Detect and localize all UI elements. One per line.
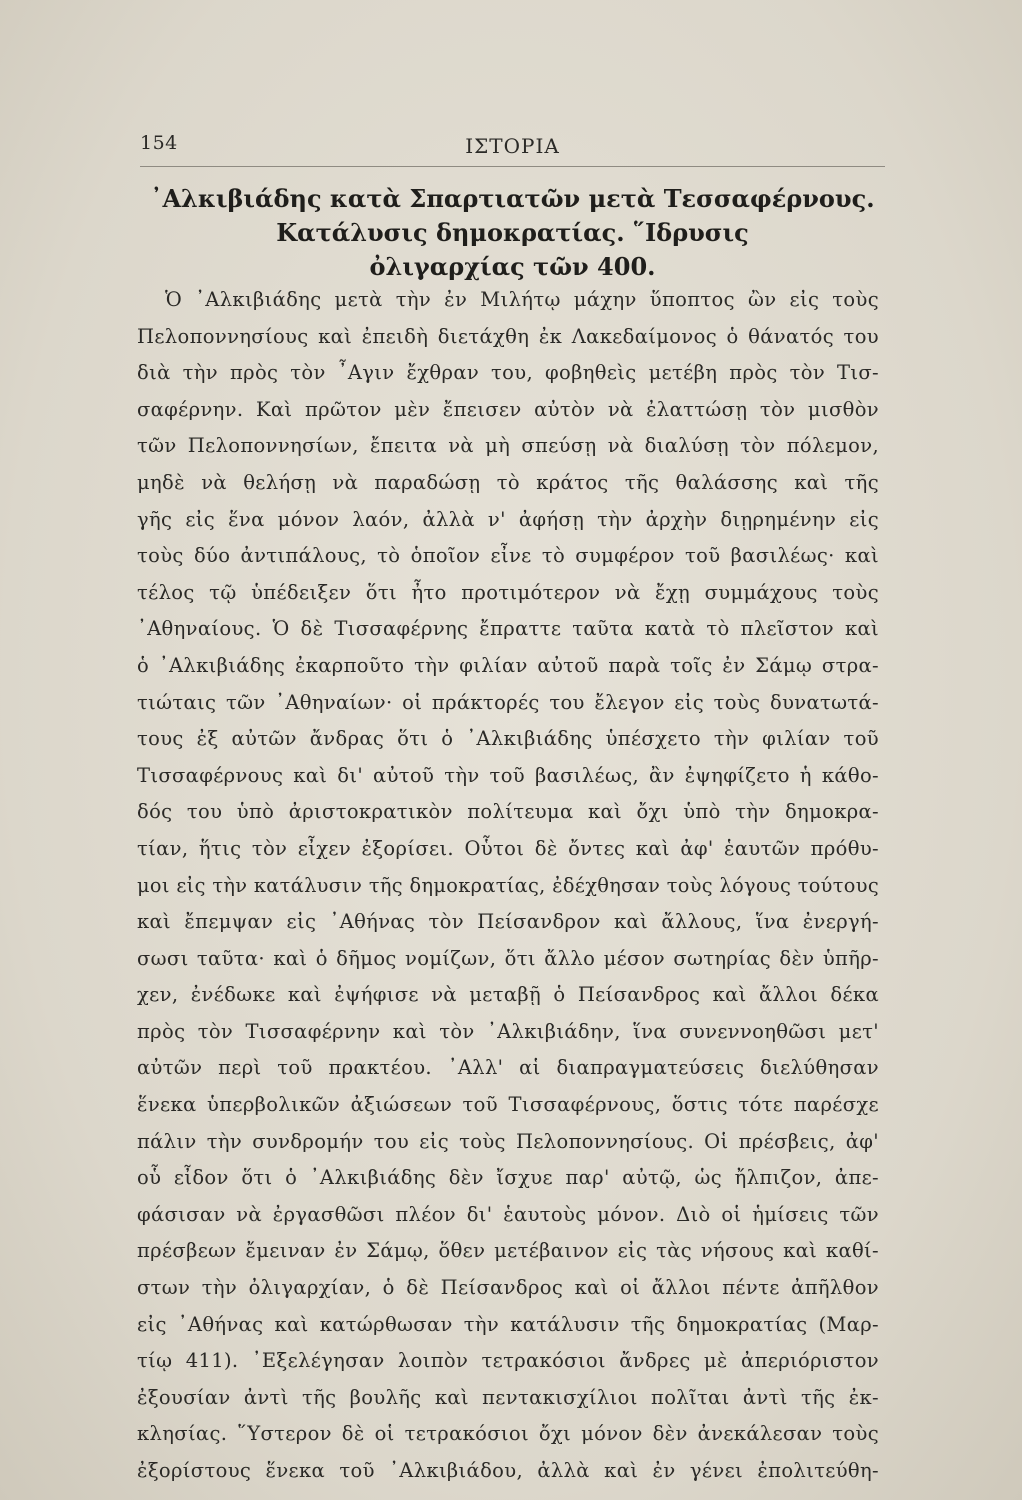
text-line: ἐξορίστους ἕνεκα τοῦ ᾿Αλκιβιάδου, ἀλλὰ καὶ ἐν γένει ἐπολιτεύθη- xyxy=(137,1459,879,1482)
text-line: μοι εἰς τὴν κατάλυσιν τῆς δημοκρατίας, ἐδέχθησαν τοὺς λόγους τούτους xyxy=(137,873,879,897)
text-line: εἰς ᾿Αθήνας καὶ κατώρθωσαν τὴν κατάλυσιν τῆς δημοκρατίας (Μαρ- xyxy=(137,1312,879,1336)
text-line: τους ἐξ αὐτῶν ἄνδρας ὅτι ὁ ᾿Αλκιβιάδης ὑπέσχετο τὴν φιλίαν τοῦ xyxy=(137,727,879,751)
text-line: Τισσαφέρνους καὶ δι' αὐτοῦ τὴν τοῦ βασιλέως, ἂν ἐψηφίζετο ἡ κάθο- xyxy=(137,763,879,787)
text-line: χεν, ἐνέδωκε καὶ ἐψήφισε νὰ μεταβῇ ὁ Πείσανδρος καὶ ἄλλοι δέκα xyxy=(137,983,879,1007)
text-line: φάσισαν νὰ ἐργασθῶσι πλέον δι' ἑαυτοὺς μόνον. Διὸ οἱ ἡμίσεις τῶν xyxy=(137,1202,879,1226)
text-line: πάλιν τὴν συνδρομήν του εἰς τοὺς Πελοποννησίους. Οἱ πρέσβεις, ἀφ' xyxy=(137,1129,879,1153)
text-line: τίῳ 411). ᾿Εξελέγησαν λοιπὸν τετρακόσιοι ἄνδρες μὲ ἀπεριόριστον xyxy=(137,1349,879,1373)
text-line: μηδὲ νὰ θελήσῃ νὰ παραδώσῃ τὸ κράτος τῆς θαλάσσης καὶ τῆς xyxy=(137,470,879,494)
text-line: οὗ εἶδον ὅτι ὁ ᾿Αλκιβιάδης δὲν ἴσχυε παρ' αὐτῷ, ὡς ἤλπιζον, ἀπε- xyxy=(137,1166,879,1190)
text-line: τίαν, ἥτις τὸν εἶχεν ἐξορίσει. Οὗτοι δὲ ὄντες καὶ ἀφ' ἑαυτῶν πρόθυ- xyxy=(137,836,879,860)
running-head: ΙΣΤΟΡΙΑ xyxy=(465,134,560,158)
text-line: πρὸς τὸν Τισσαφέρνην καὶ τὸν ᾿Αλκιβιάδην, ἵνα συνεννοηθῶσι μετ' xyxy=(137,1019,879,1043)
section-title-line: ὀλιγαρχίας τῶν 400. xyxy=(369,252,656,281)
section-title xyxy=(140,182,885,284)
text-line: πρέσβεων ἔμειναν ἐν Σάμῳ, ὅθεν μετέβαινον εἰς τὰς νήσους καὶ καθί- xyxy=(137,1239,879,1263)
text-line: Πελοποννησίους καὶ ἐπειδὴ διετάχθη ἐκ Λακεδαίμονος ὁ θάνατός του xyxy=(137,324,879,348)
text-line: στων τὴν ὀλιγαρχίαν, ὁ δὲ Πείσανδρος καὶ οἱ ἄλλοι πέντε ἀπῆλθον xyxy=(137,1276,879,1300)
text-line: τῶν Πελοποννησίων, ἔπειτα νὰ μὴ σπεύσῃ νὰ διαλύσῃ τὸν πόλεμον, xyxy=(137,434,879,458)
text-line: Ὁ ᾿Αλκιβιάδης μετὰ τὴν ἐν Μιλήτῳ μάχην ὕποπτος ὢν εἰς τοὺς xyxy=(165,288,879,311)
text-line: τιώταις τῶν ᾿Αθηναίων· οἱ πράκτορές του ἔλεγον εἰς τοὺς δυνατωτά- xyxy=(137,690,879,714)
text-line: καὶ ἔπεμψαν εἰς ᾿Αθήνας τὸν Πείσανδρον καὶ ἄλλους, ἵνα ἐνεργή- xyxy=(137,910,879,934)
text-line: αὐτῶν περὶ τοῦ πρακτέου. ᾿Αλλ' αἱ διαπραγματεύσεις διελύθησαν xyxy=(137,1056,879,1080)
text-line: ἕνεκα ὑπερβολικῶν ἀξιώσεων τοῦ Τισσαφέρνους, ὅστις τότε παρέσχε xyxy=(137,1093,879,1117)
text-line: ἐξουσίαν ἀντὶ τῆς βουλῆς καὶ πεντακισχίλιοι πολῖται ἀντὶ τῆς ἐκ- xyxy=(137,1385,879,1409)
section-title-line: Κατάλυσις δημοκρατίας. ῞Ιδρυσις xyxy=(276,218,749,247)
text-line: γῆς εἰς ἕνα μόνον λαόν, ἀλλὰ ν' ἀφήσῃ τὴν ἀρχὴν διῃρημένην εἰς xyxy=(137,507,879,531)
page-number: 154 xyxy=(140,132,178,154)
text-line: ᾿Αθηναίους. Ὁ δὲ Τισσαφέρνης ἔπραττε ταῦτα κατὰ τὸ πλεῖστον καὶ xyxy=(137,617,879,641)
text-line: ὁ ᾿Αλκιβιάδης ἐκαρποῦτο τὴν φιλίαν αὐτοῦ παρὰ τοῖς ἐν Σάμῳ στρα- xyxy=(137,653,879,677)
page-header xyxy=(140,128,885,167)
text-line: τοὺς δύο ἀντιπάλους, τὸ ὁποῖον εἶνε τὸ συμφέρον τοῦ βασιλέως· καὶ xyxy=(137,544,879,568)
text-line: διὰ τὴν πρὸς τὸν ῏Αγιν ἔχθραν του, φοβηθεὶς μετέβη πρὸς τὸν Τισ- xyxy=(137,361,879,385)
text-line: κλησίας. ῞Υστερον δὲ οἱ τετρακόσιοι ὄχι μόνον δὲν ἀνεκάλεσαν τοὺς xyxy=(137,1422,879,1446)
text-line: τέλος τῷ ὑπέδειξεν ὅτι ἦτο προτιμότερον νὰ ἔχῃ συμμάχους τοὺς xyxy=(137,580,879,604)
section-title-line: ᾿Αλκιβιάδης κατὰ Σπαρτιατῶν μετὰ Τεσσαφέρνους. xyxy=(150,184,875,213)
text-line: σωσι ταῦτα· καὶ ὁ δῆμος νομίζων, ὅτι ἄλλο μέσον σωτηρίας δὲν ὑπῆρ- xyxy=(137,946,879,970)
text-line: δός του ὑπὸ ἀριστοκρατικὸν πολίτευμα καὶ ὄχι ὑπὸ τὴν δημοκρα- xyxy=(137,800,879,824)
text-line: σαφέρνην. Καὶ πρῶτον μὲν ἔπεισεν αὐτὸν νὰ ἐλαττώσῃ τὸν μισθὸν xyxy=(137,397,879,421)
body-paragraph xyxy=(137,282,879,1490)
